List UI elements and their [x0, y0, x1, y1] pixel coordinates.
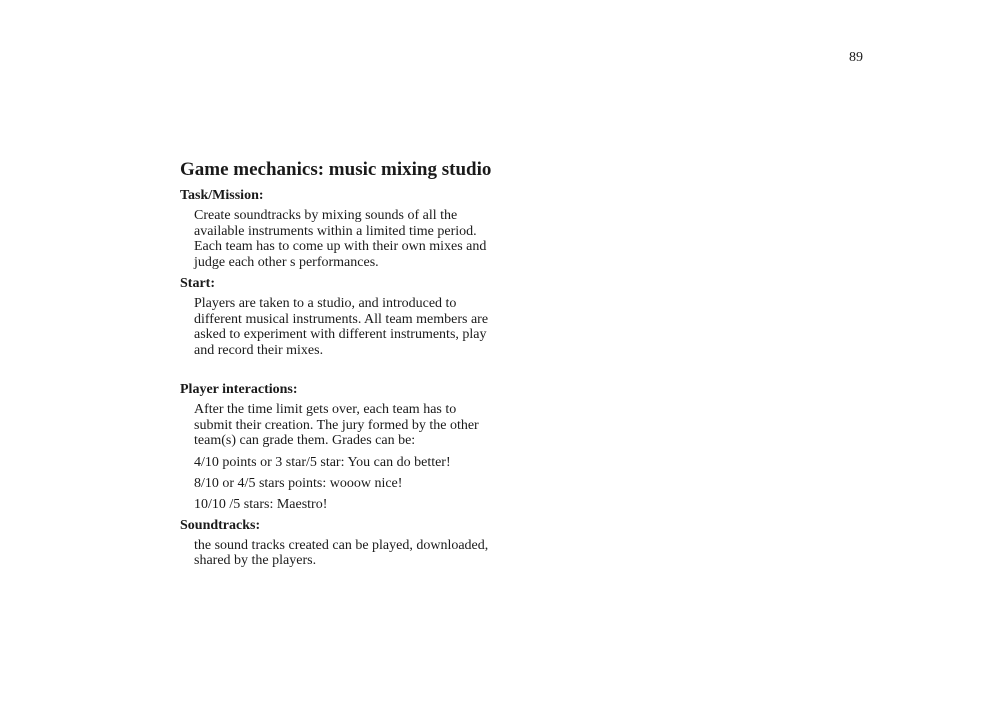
- interactions-heading: Player interactions:: [180, 382, 298, 397]
- task-heading: Task/Mission:: [180, 188, 264, 203]
- grade-line: 8/10 or 4/5 stars points: wooow nice!: [194, 475, 403, 491]
- page-number: 89: [849, 50, 863, 65]
- document-content: [180, 158, 500, 574]
- soundtracks-paragraph: the sound tracks created can be played, downloaded, shared by the players.: [194, 537, 489, 568]
- grade-line: 4/10 points or 3 star/5 star: You can do better!: [194, 454, 451, 470]
- soundtracks-heading: Soundtracks:: [180, 517, 261, 533]
- task-paragraph: Create soundtracks by mixing sounds of all the available instruments within a limited time period. Each team has to come up with their own mixes and judge each other s performances.: [194, 208, 487, 270]
- page-title: Game mechanics: music mixing studio: [180, 159, 492, 180]
- interactions-paragraph: After the time limit gets over, each team has to submit their creation. The jury formed by the other team(s) can grade them. Grades can be:: [194, 402, 479, 448]
- start-paragraph: Players are taken to a studio, and introduced to different musical instruments. All team members are asked to experiment with different instruments, play and record their mixes.: [194, 296, 489, 358]
- start-heading: Start:: [180, 276, 215, 291]
- grade-line: 10/10 /5 stars: Maestro!: [194, 496, 328, 512]
